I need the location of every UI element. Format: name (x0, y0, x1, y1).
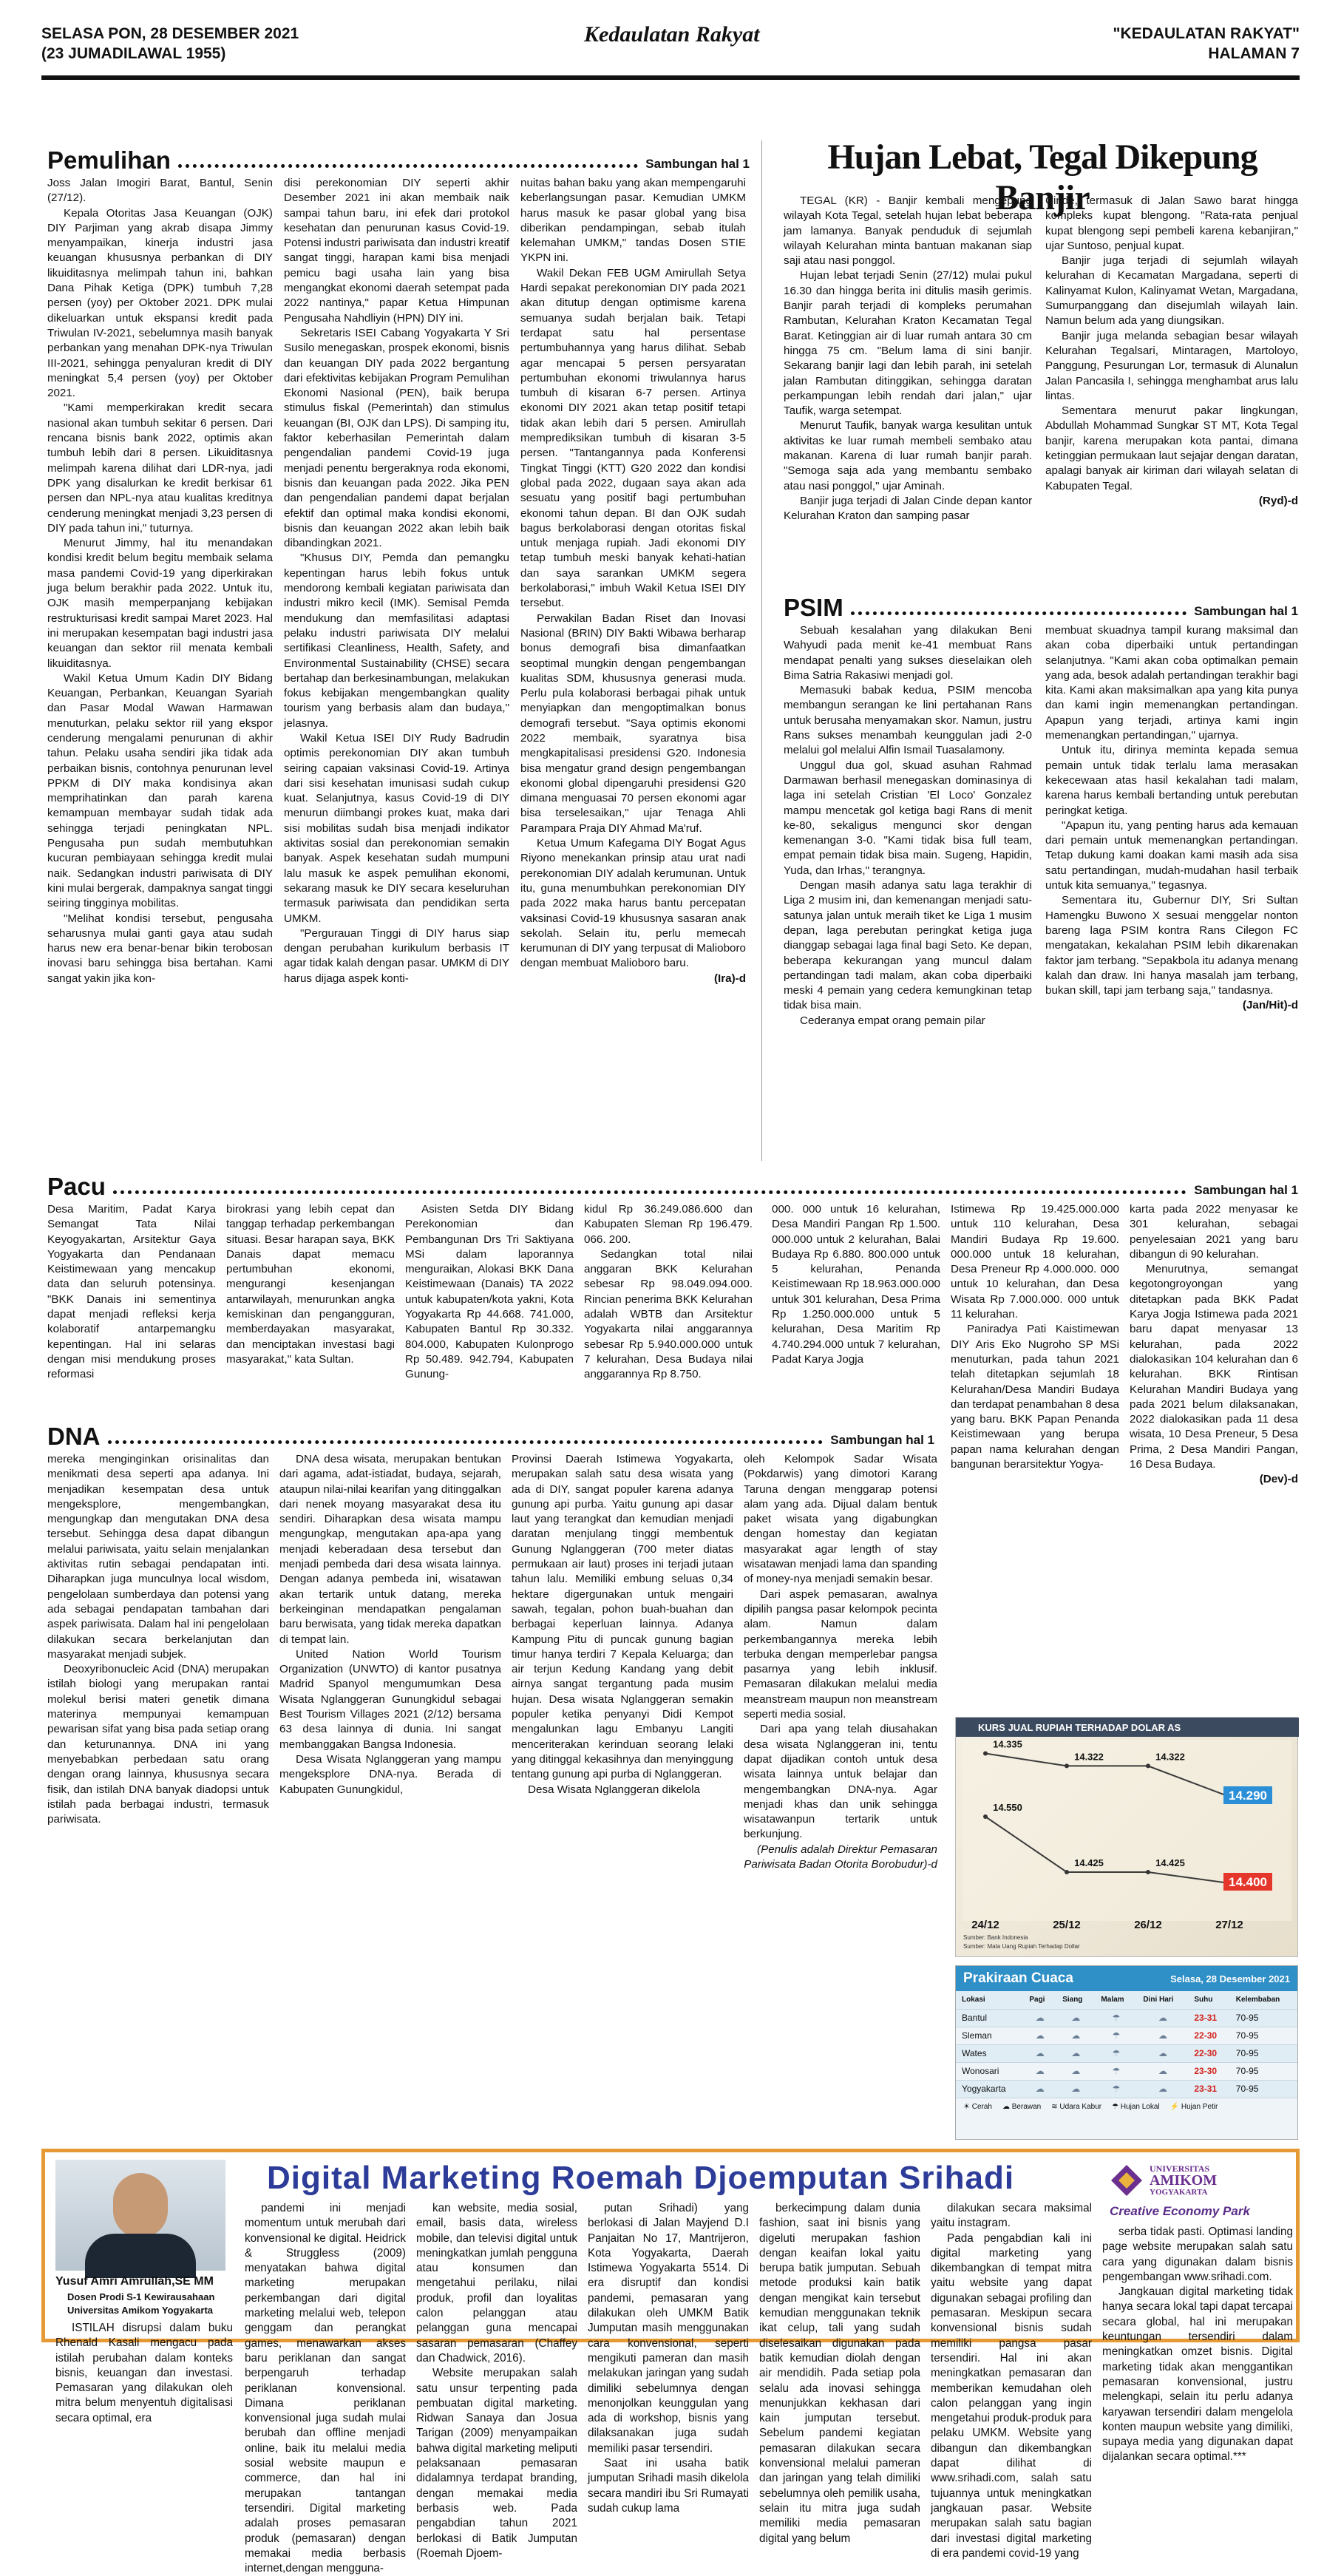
header-rule (41, 75, 1300, 80)
legend-item: ≋ Udara Kabur (1051, 2102, 1102, 2111)
logo-line: AMIKOM (1150, 2172, 1218, 2189)
rate-point (1146, 1870, 1150, 1874)
rate-label: 14.335 (993, 1738, 1022, 1750)
continuation-label: Sambungan hal 1 (830, 1433, 934, 1447)
page-number: HALAMAN 7 (1208, 45, 1300, 62)
paragraph: Paniradya Pati Kaistimewan DIY Aris Eko Nugroho SP MSi menuturkan, pada tahun 2021 telah ditetapkan sejumlah 18 Kelurahan/Desa Mandiri Budaya dan terdapat penambahan 8 desa yang baru. BKK Papan Penanda Keistimewaan yang berupa papan nama kelurahan dengan bangunan berarsitektur Yogya- (951, 1323, 1119, 1471)
paragraph: Ketua Umum Kafegama DIY Bogat Agus Riyono menekankan prinsip atau urat nadi perekonomian DIY adalah kerumunan. Untuk itu, guna menumbuhkan perekonomian DIY pada 2022 maka harus bantu percepatan vaksinasi Covid-19 khususnya sasaran anak sekolah. Selain itu, perlu memecah kerumunan di DIY yang terpusat di Malioboro dengan membuat Malioboro baru. (520, 837, 746, 970)
paragraph: nuitas bahan baku yang akan mempengaruhi keberlangsungan pasar. Kemudian UMKM harus masuk ke pasar global yang bisa diberikan pendampingan, sebab itulah kelemahan UMKM," tandas Dosen STIE YKPN ini. (520, 177, 746, 265)
person-suit (85, 2234, 196, 2278)
article-column (931, 2201, 1092, 2560)
cloud-icon: ☁ (1023, 2080, 1056, 2098)
col-header: Pagi (1023, 1991, 1056, 2009)
paragraph: TEGAL (KR) - Banjir kembali mengepung wilayah Kota Tegal, setelah hujan lebat beberapa jam lamanya. Banyak penduduk di sejumlah wilayah Kelurahan minta bantuan makanan siap saji atau nasi ponggol. (784, 194, 1032, 268)
paragraph: Website merupakan salah satu unsur terpenting pada pembuatan digital marketing. Ridwan Sanaya dan Josua Tarigan (2009) menyampaikan bahwa digital marketing meliputi pelaksanaan pemasaran didalamnya terdapat branding, dengan memakai media berbasis web. Pada pengabdian tahun 2021 berlokasi di Batik Jumputan (Roemah Djoem- (416, 2367, 577, 2560)
paragraph: mereka menginginkan orisinalitas dan menikmati desa seperti apa adanya. Ini menjadikan kesempatan desa untuk mengeksplore, mengembangkan, mengungkap dan mengutakan DNA desa tersebut. Sehingga desa dapat dibangun melalui pariwisata, yaitu selain menjalankan aktivitas rutin sebagai pendapatan inti. Diharapkan juga munculnya local wisdom, pengelolaan sumberdaya dan potensi yang ada sebagai pendapatan tambahan dari aspek pariwisata. Dalam hal ini pengelolaan dilakukan secara berkelanjutan dan masyarakat menjadi subjek. (47, 1453, 269, 1661)
location-cell: Yogyakarta (956, 2080, 1023, 2098)
article-column (784, 194, 1032, 571)
cloud-icon: ☁ (1056, 2080, 1095, 2098)
paragraph: dilakukan secara maksimal yaitu instagram. (931, 2202, 1092, 2230)
temperature-cell: 23-30 (1188, 2062, 1229, 2080)
article-column (772, 1202, 940, 1417)
legend-item: ☁ Berawan (1002, 2102, 1042, 2111)
temperature-cell: 23-31 (1188, 2080, 1229, 2098)
leader-dots (178, 164, 638, 168)
article-column (1045, 194, 1298, 571)
section-dna-header (47, 1417, 934, 1451)
advertorial-box (41, 2149, 1300, 2575)
leader-dots (113, 1190, 1186, 1194)
temperature-cell: 23-31 (1188, 2009, 1229, 2027)
article-column (47, 1452, 269, 1881)
section-title: DNA (47, 1423, 101, 1450)
location-cell: Bantul (956, 2009, 1023, 2027)
cloud-icon: ☂ (1095, 2027, 1137, 2044)
author-signature: (Dev)-d (1259, 1473, 1298, 1486)
cloud-icon: ☁ (1137, 2009, 1188, 2027)
paragraph: Jangkauan digital marketing tidak hanya secara lokal tapi dapat tercapai secara global, hal ini merupakan keuntungan tersendiri dalam meningkatkan omzet bisnis. Digital marketing tidak akan menggantikan pemasaran konvensional, justru melengkapi, selain itu perlu adanya karyawan tersendiri dalam mengelola konten maupun website yang dimiliki, supaya media yang digunakan dapat dijalankan secara optimal.*** (1102, 2285, 1293, 2464)
chart-source-detail: Sumber: Mata Uang Rupiah Terhadap Dollar (963, 1943, 1080, 1950)
rate-label: 14.290 (1229, 1789, 1267, 1803)
paragraph: Banjir juga melanda sebagian besar wilayah Kelurahan Tegalsari, Mintaragen, Martoloyo, Panggung, Pesurungan Lor, termasuk di Alunalun Jalan Pancasila I, sehingga menghambat arus lalu lintas. (1045, 329, 1298, 402)
section-title: Pemulihan (47, 146, 171, 174)
rate-label: 14.425 (1155, 1857, 1185, 1868)
currency-chart (955, 1717, 1298, 1957)
weather-header (956, 1966, 1297, 1991)
paragraph: Istimewa Rp 19.425.000.000 untuk 110 kelurahan, Desa Mandiri Budaya Rp 19.600. 000.000 untuk 18 kelurahan, Desa Preneur Rp 4.000.000. 000 untuk 10 kelurahan, dan Desa Wisata Rp 7.000.000. 000 untuk 11 kelurahan. (951, 1203, 1119, 1321)
paragraph: Asisten Setda DIY Bidang Perekonomian dan Pembangunan Drs Tri Saktiyana MSi dalam laporannya menguraikan, Alokasi BKK Dana Keistimewaan (Danais) TA 2022 untuk kabupaten/kota yakni, Kota Yogyakarta Rp 44.668. 741.000, Kabupaten Bantul Rp 30.332. 804.000, Kabupaten Kulonprogo Rp 50.489. 942.794, Kabupaten Gunung- (405, 1203, 574, 1381)
location-cell: Sleman (956, 2027, 1023, 2044)
rate-point (1065, 1870, 1069, 1874)
section-psim-header (784, 588, 1298, 622)
author-note: (Penulis adalah Direktur Pemasaran Pariwisata Badan Otorita Borobudur)-d (744, 1843, 937, 1871)
paragraph: "Pergurauan Tinggi di DIY harus siap dengan perubahan kurikulum berbasis IT agar tidak kalah dengan pasar. UMKM di DIY harus dijaga aspek konti- (284, 926, 509, 985)
col-header: Malam (1095, 1991, 1137, 2009)
section-pacu-header (47, 1167, 1298, 1201)
humidity-cell: 70-95 (1230, 2009, 1297, 2027)
paragraph: Banjir juga terjadi di sejumlah wilayah kelurahan di Kecamatan Margadana, seperti di Kalinyamat Kulon, Kalinyamat Wetan, Margadana, Sumurpanggang dan disejumlah wilayah lain. Namun belum ada yang diungsikan. (1045, 254, 1298, 328)
rate-label: 14.322 (1074, 1751, 1104, 1763)
leader-dots (108, 1440, 824, 1444)
article-column (1102, 2225, 1293, 2464)
article-column (279, 1452, 501, 1881)
author-signature: (Ryd)-d (1258, 494, 1298, 507)
paragraph: Sebuah kesalahan yang dilakukan Beni Wahyudi pada menit ke-41 membuat Rans mendapat penalti yang sukses dieselaikan oleh Bima Satria Rakasiwi menjadi gol. (784, 624, 1032, 682)
article-column (405, 1202, 574, 1417)
legend-item: ☀ Cerah (963, 2102, 992, 2111)
tagline: Creative Economy Park (1110, 2204, 1250, 2218)
paragraph: Banjir juga terjadi di Jalan Cinde depan kantor Kelurahan Kraton dan samping pasar (784, 494, 1032, 523)
legend-item: ⚡ Hujan Petir (1169, 2102, 1218, 2111)
leader-dots (851, 611, 1187, 615)
paragraph: Menurutnya, semangat kegotongroyongan yang ditetapkan pada BKK Padat Karya Jogja Istimewa pada 2021 baru dapat menyasar 13 kelurahan, pada 2022 dialokasikan 104 kelurahan dan 6 kelurahan. BKK Rintisan Kelurahan Mandiri Budaya yang pada 2021 belum dilaksanakan, 2022 dialokasikan pada 11 desa wisata, 10 Desa Preneur, 5 Desa Prima, 2 Desa Mandiri Pangan, 16 Desa Budaya. (1130, 1263, 1298, 1471)
paragraph: karta pada 2022 menyasar ke 301 kelurahan, sebagai penyelesaian 2021 yang baru dibangun di 90 kelurahan. (1130, 1203, 1298, 1261)
article-column (512, 1452, 733, 1881)
cloud-icon: ☁ (1023, 2062, 1056, 2080)
masthead-logo: Kedaulatan Rakyat (584, 22, 760, 47)
rate-point (983, 1814, 988, 1819)
cloud-icon: ☁ (1056, 2027, 1095, 2044)
cloud-icon: ☂ (1095, 2080, 1137, 2098)
date-line: SELASA PON, 28 DESEMBER 2021 (41, 25, 299, 42)
paragraph: Kepala Otoritas Jasa Keuangan (OJK) DIY Parjiman yang akrab disapa Jimmy menyampaikan, kinerja industri jasa keuangan khususnya perbankan di DIY likuiditasnya melimpah tahun ini, bahkan Dana Pihak Ketiga (DPK) tumbuh 7,28 persen (yoy) per Oktober 2021. DPK mulai dikeluarkan untuk ekspansi kredit pada Triwulan IV-2021, sebelumnya masih banyak perbankan yang menahan DPK-nya Triwulan III-2021, sehingga penyaluran kredit di DIY meningkat 5,4 persen (yoy) per Oktober 2021. (47, 206, 273, 400)
date-tick: 26/12 (1134, 1919, 1162, 1931)
amikom-emblem-icon (1110, 2163, 1144, 2197)
paragraph: Sedangkan total nilai anggaran BKK Kelurahan sebesar Rp 98.049.094.000. Rincian penerima BKK Kelurahan adalah WBTB dan Arsitektur Yogyakarta nilai anggarannya sebesar Rp 5.940.000.000 untuk 7 kelurahan, Desa Budaya nilai anggarannya Rp 8.750. (584, 1247, 753, 1381)
weather-row (956, 2044, 1297, 2062)
article-column (47, 176, 273, 1167)
author-signature: (Ira)-d (713, 972, 746, 985)
humidity-cell: 70-95 (1230, 2044, 1297, 2062)
continuation-label: Sambungan hal 1 (645, 157, 750, 171)
weather-title: Prakiraan Cuaca (963, 1970, 1073, 1986)
paragraph: membuat skuadnya tampil kurang maksimal dan akan coba diperbaiki untuk pertandingan selanjutnya. "Kami akan coba optimalkan pemain yang ada, besok adalah pertandingan terakhir bagi kita. Kami akan maksimalkan apa yang kita punya dan kami ingin memenangkan pertandingan. Apapun yang terjadi, artinya kami ingin memenangkan pertandingan," ujarnya. (1045, 624, 1298, 742)
paragraph: Wakil Ketua ISEI DIY Rudy Badrudin optimis perekonomian DIY akan tumbuh seiring capaian vaksinasi Covid-19. Artinya dari sisi kesehatan imunisasi sudah cukup kuat. Selanjutnya, kasus Covid-19 di DIY menurun diimbangi prokes kuat, maka dari sisi mobilitas sudah bisa menjadi indikator aktivitas sosial dan perekonomian semakin banyak. Aspek kesehatan sudah mumpuni lalu masuk ke aspek pemulihan ekonomi, sekarang masuk ke DIY secara keseluruhan termasuk pariwisata dan pendidikan serta UMKM. (284, 731, 509, 925)
paragraph: Unggul dua gol, skuad asuhan Rahmad Darmawan berhasil menegaskan dominasinya di laga ini setelah Cristian 'El Loco' Gonzalez mampu mencetak gol ketiga bagi Rans di menit ke-80, sekaligus mengunci skor dengan kemenangan 3-0. "Kami tidak bisa full team, empat pemain tidak bisa main. Sugeng, Hapidin, Yuda, dan Irhas," terangnya. (784, 759, 1032, 877)
author-name: Yusuf Amri Amrullah,SE MM (55, 2275, 214, 2288)
temperature-cell: 22-30 (1188, 2044, 1229, 2062)
article-column (759, 2201, 920, 2545)
cloud-icon: ☁ (1056, 2009, 1095, 2027)
paragraph: ISTILAH disrupsi dalam buku Rhenald Kasali mengacu pada istilah perubahan dalam konteks bisnis, keuangan dan investasi. Pemasaran yang dilakukan oleh mitra belum menyentuh digitalisasi secara optimal, era (55, 2322, 233, 2424)
weather-row (956, 2009, 1297, 2027)
paragraph: Desa Maritim, Padat Karya Semangat Tata Nilai Keyogyakartan, Arsitektur Gaya Yogyakarta dan Pendanaan Keistimewaan yang mencakup data dan seluruh potensinya. "BKK Danais ini sementinya dapat menjadi refleksi kerja kolaboratif antarpemangku kepentingan. Hal ini selaras dengan misi mendukung proses reformasi (47, 1203, 216, 1381)
rate-point (1065, 1763, 1069, 1768)
cloud-icon: ☂ (1095, 2009, 1137, 2027)
cloud-icon: ☁ (1137, 2062, 1188, 2080)
humidity-cell: 70-95 (1230, 2080, 1297, 2098)
article-column (47, 1202, 216, 1417)
paragraph: Sementara menurut pakar lingkungan, Abdullah Mohammad Sungkar ST MT, Kota Tegal banjir, karena merupakan kota pantai, dimana ketinggian permukaan laut sejajar dengan daratan, apalagi banyak air kiriman dari wilayah selatan di Kabupaten Tegal. (1045, 404, 1298, 492)
author-affiliation: Universitas Amikom Yogyakarta (67, 2305, 214, 2316)
author-role: Dosen Prodi S-1 Kewirausahaan (67, 2291, 215, 2302)
paragraph: Provinsi Daerah Istimewa Yogyakarta, merupakan salah satu desa wisata yang ada di DIY, sangat populer karena adanya gunung api purba. Yaitu gunung api dasar laut yang terangkat dan kemudian menjadi daratan menjulang tinggi membentuk Gunung Nglanggeran (700 meter diatas permukaan air laut) proses ini terjadi jutaan tahun lalu. Memiliki embung seluas 0,34 hektare digergunakan untuk mengairi sawah, tegalan, pohon buah-buahan dan berbagai keperluan lainnya. Adanya Kampung Pitu di puncak gunung bagian timur hanya terdiri 7 Kepala Keluarga; dan air terjun Kedung Kandang yang debit airnya sangat tergantung pada musim hujan. Desa wisata Nglanggeran semakin populer ketika penyanyi Didi Kempot mengalunkan lagu Embanyu Langiti menceriterakan kerinduan seorang lelaki yang ditinggal kekasihnya dan menyinggung tentang gunung api purba di Nglanggeran. (512, 1453, 733, 1781)
weather-date: Selasa, 28 Desember 2021 (1170, 1973, 1290, 1984)
humidity-cell: 70-95 (1230, 2062, 1297, 2080)
rate-label: 14.425 (1074, 1857, 1104, 1868)
paragraph: Dengan masih adanya satu laga terakhir di Liga 2 musim ini, dan kemenangan menjadi satu-satunya jalan untuk meraih tiket ke Liga 1 musim depan, laga perebutan peringkat ketiga juga dianggap sebagai laga final bagi Seto. Ke depan, beberapa kekurangan yang muncul dalam pertandingan tadi malam, akan coba diperbaiki meski 4 pemain yang cedera kemungkinan tetap tidak bisa main. (784, 879, 1032, 1012)
paragraph: pandemi ini menjadi momentum untuk merubah dari konvensional ke digital. Heidrick & Struggless (2009) menyatakan bahwa digital marketing merupakan perkembangan dari digital marketing melalui web, telepon genggam dan perangkat games, menawarkan akses baru periklanan dan sangat berpengaruh terhadap periklanan konvensional. Dimana periklanan konvensional juga sudah mulai berubah dan offline menjadi online, baik itu melalui media sosial website maupun e commerce, dan hal ini merupakan tantangan tersendiri. Digital marketing adalah proses pemasaran produk (pemasaran) dengan memakai media berbasis internet,dengan mengguna- (245, 2202, 406, 2575)
weather-table (956, 1991, 1297, 2098)
article-column (1130, 1202, 1298, 1683)
cloud-icon: ☁ (1137, 2080, 1188, 2098)
paragraph: DNA desa wisata, merupakan bentukan dari agama, adat-istiadat, budaya, sejarah, ataupun nilai-nilai kearifan yang ditinggalkan dari nenek moyang masyarakat desa itu sendiri. Diharapkan desa wisata mampu mengungkap, mengutakan apa-apa yang menjadi keberadaan desa tersebut dan menjadi pembeda dari desa wisata lainnya. Dengan adanya pembeda ini, wisatawan akan tertarik untuk datang, mereka berkeinginan mendapatkan pengalaman baru berwisata, yang tidak mereka dapatkan di tempat lain. (279, 1453, 501, 1646)
rate-label: 14.322 (1155, 1751, 1185, 1763)
date-tick: 25/12 (1053, 1919, 1081, 1931)
article-column (416, 2201, 577, 2560)
col-header: Siang (1056, 1991, 1095, 2009)
col-header: Suhu (1188, 1991, 1229, 2009)
chart-plot-area (963, 1740, 1291, 1921)
weather-row (956, 2080, 1297, 2098)
paragraph: berkecimpung dalam dunia fashion, saat ini bisnis yang digeluti merupakan fashion dengan keaifan lokal yaitu berupa batik jumputan. Sebuah metode produksi kain batik dengan mengikat kain tersebut kemudian menggunakan teknik ikat celup, tali yang sudah diselesaikan digunakan pada batik kemudian diolah dengan air mendidih. Pada setiap pola selalu ada inovasi sehingga menunjukkan kekhasan dari kain jumputan tersebut. Sebelum pandemi kegiatan pemasaran dilakukan secara konvensional melalui pameran dan jaringan yang telah dimiliki sebelumnya oleh pemilik usaha, selain itu mitra juga sudah memiliki media pemasaran digital yang belum (759, 2202, 920, 2545)
paper-name: "KEDAULATAN RAKYAT" (1113, 25, 1300, 42)
column-divider (761, 140, 762, 1161)
location-cell: Wonosari (956, 2062, 1023, 2080)
paragraph: "Kami memperkirakan kredit secara nasional akan tumbuh sekitar 6 persen. Dari rencana bisnis bank 2022, optimis akan tumbuh lebih dari 8 persen. Likuiditasnya melimpah karena dilihat dari LDR-nya, jadi DPK yang disalurkan ke kredit berkisar 61 persen dan NPL-nya atau kualitas kreditnya cenderung meningkat menjadi 3,23 persen di DIY pada tahun ini," tuturnya. (47, 401, 273, 535)
cloud-icon: ☁ (1137, 2044, 1188, 2062)
paragraph: "Khusus DIY, Pemda dan pemangku kepentingan harus lebih fokus untuk mendorong kembali kegiatan pariwisata dan industri mikro kecil (IMK). Semisal Pemda mendukung dan memfasilitasi adaptasi pelaku industri pariwisata DIY melalui sertifikasi Cleanliness, Health, Safety, and Environmental Sustainability (CHSE) secara bertahap dan berkesinambungan, melakukan fokus kebijakan mengembangkan quality tourism yang berbasis alam dan budaya," jelasnya. (284, 552, 509, 730)
article-column (744, 1452, 937, 1881)
paragraph: Saat ini usaha batik jumputan Srihadi masih dikelola secara mandiri ibu Sri Rumayati sudah cukup lama (588, 2457, 749, 2515)
author-signature: (Jan/Hit)-d (1242, 999, 1298, 1012)
rate-label: 14.400 (1229, 1875, 1267, 1889)
paragraph: putan Srihadi) yang berlokasi di Jalan Mayjend D.I Panjaitan No 17, Mantrijeron, Kota Yogyakarta, Daerah Istimewa Yogyakarta 5514. Di era disruptif dan kondisi pandemi, pemasaran yang dilakukan oleh UMKM Batik Jumputan masih menggunakan cara konvensional, seperti mengikuti pameran dan masih melakukan jaringan yang sudah dimiliki sebelumnya dengan menonjolkan keunggulan yang ada di workshop, bisnis yang dilaksanakan juga sudah memiliki pasar tersendiri. (588, 2202, 749, 2455)
author-photo (55, 2160, 225, 2271)
rate-point (983, 1752, 988, 1756)
cloud-icon: ☂ (1095, 2044, 1137, 2062)
continuation-label: Sambungan hal 1 (1194, 1183, 1298, 1197)
section-title: Pacu (47, 1173, 106, 1200)
cloud-icon: ☁ (1056, 2044, 1095, 2062)
section-title: PSIM (784, 594, 843, 621)
cloud-icon: ☁ (1023, 2027, 1056, 2044)
article-column (784, 623, 1032, 1156)
paragraph: kidul Rp 36.249.086.600 dan Kabupaten Sleman Rp 196.479. 066. 200. (584, 1203, 753, 1246)
currency-chart-svg (956, 1718, 1299, 1958)
cloud-icon: ☁ (1023, 2044, 1056, 2062)
person-face (113, 2173, 168, 2238)
paragraph: Menurut Jimmy, hal itu menandakan kondisi kredit belum begitu membaik selama masa pandemi Covid-19 yang diperkirakan juga belum berakhir pada 2022. Untuk itu, OJK masih memperpanjang kebijakan restrukturisasi kredit sampai Maret 2023. Hal ini merupakan kesempatan bagi industri jasa keuangan dan sektor riil menata kembali likuiditasnya. (47, 537, 273, 670)
paragraph: kan website, media sosial, email, basis data, wireless mobile, dan televisi digital untuk meningkatkan jumlah pengguna atau konsumen dan mengetahui perilaku, nilai produk, profil dan loyalitas calon pelanggan atau pelanggan guna mencapai sasaran pemasaran (Chaffey dan Chadwick, 2016). (416, 2202, 577, 2365)
paragraph: "Melihat kondisi tersebut, pengusaha seharusnya mulai ganti gaya atau sudah harus new era benar-benar bikin terobosan inovasi baru sehingga bisa bertahan. Kami sangat yakin jika kon- (47, 912, 273, 985)
paragraph: Wakil Ketua Umum Kadin DIY Bidang Keuangan, Perbankan, Keuangan Syariah dan Pasar Modal Wawan Harmawan menuturkan, pelaku sektor riil yang ekspor cenderung mengalami penurunan di akhir tahun. Pelaku usaha sendiri jika tidak ada perbaikan bisnis, contohnya penurunan level PPKM di DIY maka kondisinya akan memprihatinkan dan parah karena kemampuan membayar sudah tidak ada sehingga terjadi peningkatan NPL. Pengusaha pun sudah membutuhkan kucuran pembiayaan sehingga kredit mulai naik. Sedangkan industri pariwisata di DIY kini mulai bergerak, dampaknya sangat tinggi seiring tingginya mobilitas. (47, 671, 273, 910)
paragraph: oleh Kelompok Sadar Wisata (Pokdarwis) yang dimotori Karang Taruna dengan menggarap potensi alam yang ada. Dijual dalam bentuk paket wisata yang digabungkan dengan homestay dan kegiatan masyarakat agar length of stay wisatawan menjadi lama dan spanding of money-nya menjadi semakin besar. (744, 1453, 937, 1586)
paragraph: Memasuki babak kedua, PSIM mencoba membangun serangan ke lini pertahanan Rans untuk berusaha menyamakan skor. Namun, justru Rans sukses menambah keunggulan jadi 2-0 melalui gol melalui Alfin Ismail Tuasalamony. (784, 684, 1032, 757)
rate-label: 14.550 (993, 1802, 1022, 1813)
date-tick: 27/12 (1215, 1919, 1243, 1931)
article-column (520, 176, 746, 1167)
weather-forecast-panel (955, 1965, 1298, 2140)
date-tick: 24/12 (971, 1919, 999, 1931)
chart-title: KURS JUAL RUPIAH TERHADAP DOLAR AS (978, 1722, 1181, 1733)
article-column (245, 2201, 406, 2575)
humidity-cell: 70-95 (1230, 2027, 1297, 2044)
article-column (951, 1202, 1119, 1683)
paragraph: Untuk itu, dirinya meminta kepada semua pemain untuk tidak terlalu lama merasakan kekecewaan atas hasil kekalahan tadi malam, karena harus kembali bertanding untuk perebutan peringkat ketiga. (1045, 744, 1298, 817)
col-header: Dini Hari (1137, 1991, 1188, 2009)
chart-source: Sumber: Bank Indonesia (963, 1934, 1028, 1941)
article-column (284, 176, 509, 1167)
paragraph: Pada pengabdian kali ini digital marketing yang dikembangkan di tempat mitra yaitu website yang dapat digunakan sebagai profiling dan pemasaran. Meskipun secara konvensional bisnis sudah memiliki pangsa pasar tersendiri. Hal ini akan meningkatkan pemasaran dan memberikan kemudahan oleh calon pelanggan yang ingin mengetahui produk-produk para pelaku UMKM. Website yang dibangun dan dikembangkan dapat dilihat di www.srihadi.com, salah satu tujuannya untuk meningkatkan jangkauan pasar. Website merupakan salah satu bagian dari investasi digital marketing di era pandemi covid-19 yang (931, 2231, 1092, 2560)
continuation-label: Sambungan hal 1 (1194, 604, 1298, 618)
paragraph: serba tidak pasti. Optimasi landing page website merupakan salah satu cara yang digunakan dalam bisnis pengembangan www.srihadi.com. (1102, 2226, 1293, 2283)
advertorial-title: Digital Marketing Roemah Djoemputan Srihadi (267, 2160, 1015, 2196)
paragraph: Sementara itu, Gubernur DIY, Sri Sultan Hamengku Buwono X sesuai menggelar nonton bareng laga PSIM kontra Rans Cilegon FC mengatakan, kekalahan PSIM lebih dikarenakan faktor jam terbang. "Sepakbola itu adanya menang kalah dan draw. Ini hanya masalah jam terbang, bukan skill, tapi jam terbang saja," tandasnya. (1045, 894, 1298, 997)
weather-legend (956, 2098, 1297, 2115)
weather-row (956, 2062, 1297, 2080)
paragraph: Menurut Taufik, banyak warga kesulitan untuk aktivitas ke luar rumah membeli sembako atau makanan. Karena di luar rumah banjir parah. "Semoga saja ada yang membantu sembako atau nasi ponggol," ujar Aminah. (784, 419, 1032, 492)
paragraph: disi perekonomian DIY seperti akhir Desember 2021 ini akan membaik naik sampai tahun baru, ini efek dari protokol kesehatan dan penurunan kasus Covid-19. Potensi industri pariwisata dan industri kreatif sangat tinggi, harapan kami bisa menjadi pemicu bagi usaha lain yang bisa mengangkat ekonomi daerah setempat pada 2022 nantinya," papar Ketua Himpunan Pengusaha Nahdliyin (HPN) DIY ini. (284, 177, 509, 325)
paragraph: Dari apa yang telah diusahakan desa wisata Nglanggeran ini, tentu dapat dijadikan contoh untuk desa wisata lainnya untuk belajar dan mengembangkan DNA-nya. Agar menjadi khas dan unik sehingga wisatawanpun tertarik untuk berkunjung. (744, 1723, 937, 1841)
weather-row (956, 2027, 1297, 2044)
paragraph: Deoxyribonucleic Acid (DNA) merupakan istilah biologi yang merupakan rantai molekul berisi materi genetik dimana materinya mempunyai kemampuan pewarisan sifat yang bisa pada setiap orang dan keturunannya. DNA ini yang menyebabkan perbedaan satu orang dengan orang lainnya, khususnya secara fisik, dan istilah DNA banyak diadopsi untuk istilah pada berbagai industri, termasuk pariwisata. (47, 1663, 269, 1826)
paragraph: United Nation World Tourism Organization (UNWTO) di kantor pusatnya Madrid Spanyol mengumumkan Desa Wisata Nglanggeran Gunungkidul sebagai Best Tourism Villages 2021 (2/12) bersama 63 desa lainnya di dunia. Ini sangat membanggakan Bangsa Indonesia. (279, 1647, 501, 1751)
paragraph: Desa Wisata Nglanggeran yang mampu mengeksplore DNA-nya. Berada di Kabupaten Gunungkidul, (279, 1752, 501, 1796)
col-header: Lokasi (956, 1991, 1023, 2009)
article-column (55, 2321, 233, 2424)
paragraph: Joss Jalan Imogiri Barat, Bantul, Senin (27/12). (47, 177, 273, 205)
headline-hujan: Hujan Lebat, Tegal Dikepung Banjir (827, 138, 1257, 217)
paragraph: birokrasi yang lebih cepat dan tanggap terhadap perkembangan situasi. Besar harapan saya, BKK Danais dapat memacu pertumbuhan ekonomi, mengurangi kesenjangan antarwilayah, menurunkan angka kemiskinan dan pengangguran, memberdayakan masyarakat, dan menciptakan investasi bagi masyarakat," kata Sultan. (226, 1203, 395, 1366)
temperature-cell: 22-30 (1188, 2027, 1229, 2044)
col-header: Kelembaban (1230, 1991, 1297, 2009)
article-column (1045, 623, 1298, 1156)
section-pemulihan-header (47, 140, 750, 174)
paragraph: Cederanya empat orang pemain pilar (800, 1014, 985, 1027)
article-column (226, 1202, 395, 1417)
logo-line: YOGYAKARTA (1150, 2188, 1208, 2197)
cloud-icon: ☂ (1095, 2062, 1137, 2080)
paragraph: Wakil Dekan FEB UGM Amirullah Setya Hardi sepakat perekonomian DIY pada 2021 akan ditutup dengan optimisme karena semuanya sudah berjalan baik. Tetapi terdapat satu hal persentase pertumbuhannya yang harus dilihat. Sebab agar mencapai 5 persen persyaratan pertumbuhan ekonomi triwulannya harus tumbuh di kisaran 6-7 persen. Artinya ekonomi DIY 2021 akan tetap positif tetapi tidak akan lebih dari 5 persen. Amirullah memprediksikan tumbuh di kisaran 3-5 persen. "Tantangannya pada Konferensi Tingkat Tinggi (KTT) G20 2022 dan kondisi global pada 2022, dugaan saya akan ada sesuatu yang positif bagi pertumbuhan ekonomi tahun depan. BI dan OJK sudah bagus berkolaborasi dengan otoritas fiskal untuk menjaga rupiah. Jadi ekonomi DIY tetap tumbuh meski banyak kehati-hatian dan saya sarankan UMKM segera berkolaborasi," imbuh Wakil Ketua ISEI DIY tersebut. (520, 266, 746, 610)
amikom-logo (1110, 2158, 1287, 2203)
paragraph: Hujan lebat terjadi Senin (27/12) mulai pukul 16.30 dan hingga berita ini ditulis masih gerimis. Banjir parah terjadi di kompleks perumahan Rambutan, Kelurahan Kraton Kecamatan Tegal Barat. Ketinggian air di luar rumah antara 30 cm hingga 75 cm. "Belum lama di sini banjir. Sekarang banjir lagi dan lebih parah, ini setelah jalan Rambutan ditinggikan, sehingga daratan perkampungan lebih rendah dari jalan," ujar Taufik, warga setempat. (784, 269, 1032, 418)
rate-point (1146, 1763, 1150, 1768)
cloud-icon: ☁ (1056, 2062, 1095, 2080)
paragraph: Perwakilan Badan Riset dan Inovasi Nasional (BRIN) DIY Bakti Wibawa berharap bonus demografi bisa dimanfaatkan seoptimal mungkin dengan pengembangan kualitas SDM, khususnya generasi muda. Perlu pula kolaborasi berbagai pihak untuk menyiapkan dan mengoptimalkan bonus demografi tersebut. "Saya optimis ekonomi 2022 membaik, syaratnya bisa mengkapitalisasi presidensi G20. Indonesia bisa mengatur grand design pengembangan ekonomi global dipengaruhi presidensi G20 dimana menguasai 70 persen ekonomi agar bisa terselesaikan," ujar Tenaga Ahli Parampara Praja DIY Ahmad Ma'ruf. (520, 611, 746, 835)
location-cell: Wates (956, 2044, 1023, 2062)
paragraph: "Apapun itu, yang penting harus ada kemauan dari pemain untuk memenangkan pertandingan. Tetap dukung kami doakan kami masih ada sisa satu pertandingan, mudah-mudahan hasil terbaik untuk kita semuanya," tegasnya. (1045, 818, 1298, 892)
article-column (584, 1202, 753, 1417)
weather-header-row (956, 1991, 1297, 2009)
cloud-icon: ☁ (1137, 2027, 1188, 2044)
logo-line: UNIVERSITAS (1150, 2163, 1210, 2174)
paragraph: Desa Wisata Nglanggeran dikelola (528, 1783, 701, 1796)
paragraph: Dari aspek pemasaran, awalnya dipilih pangsa pasar kelompok pecinta alam. Namun dalam perkembangannya mereka lebih terbuka dengan memperlebar pangsa pasarnya yang lebih inklusif. Pemasaran dilakukan melalui media meanstream maupun non meanstream seperti media sosial. (744, 1587, 937, 1721)
paragraph: Sekretaris ISEI Cabang Yogyakarta Y Sri Susilo menegaskan, prospek ekonomi, bisnis dan keuangan DIY pada 2022 bergantung dari efektivitas kebijakan Program Pemulihan Ekonomi Nasional (PEN), baik berupa stimulus fiskal (Pemerintah) dan stimulus keuangan (BI, OJK dan LPS). Di samping itu, faktor keberhasilan Pemerintah dalam pengendalian pandemi Covid-19 juga menjadi penentu bergeraknya roda ekonomi, bisnis dan keuangan pada 2022. Jika PEN dan pengendalian pandemi dapat berjalan efektif dan optimal maka kondisi ekonomi, bisnis dan keuangan 2022 akan lebih baik dibandingkan 2021. (284, 326, 509, 550)
legend-item: ☂ Hujan Lokal (1112, 2102, 1160, 2111)
paragraph: Cinde, termasuk di Jalan Sawo barat hingga kompleks kupat blengong. "Rata-rata penjual kupat blengong sepi pembeli karena kebanjiran," ujar Suntoso, penjual kupat. (1045, 194, 1298, 252)
article-column (588, 2201, 749, 2515)
hijri-date: (23 JUMADILAWAL 1955) (41, 45, 226, 62)
paragraph: 000. 000 untuk 16 kelurahan, Desa Mandiri Pangan Rp 1.500. 000.000 untuk 2 kelurahan, Balai Budaya Rp 6.880. 800.000 untuk 5 kelurahan, Penanda Keistimewaan Rp 18.963.000.000 untuk 301 kelurahan, Desa Prima Rp 1.250.000.000 untuk 5 kelurahan, Desa Maritim Rp 4.740.294.000 untuk 7 kelurahan, Padat Karya Jogja (772, 1203, 940, 1366)
cloud-icon: ☁ (1023, 2009, 1056, 2027)
